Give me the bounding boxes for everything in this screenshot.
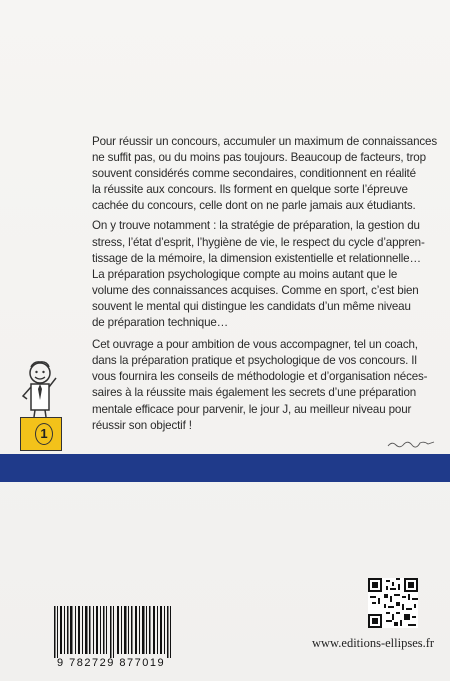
text-line: dans la préparation pratique et psychologique de vos concours. Il xyxy=(92,354,417,368)
text-line: de préparation technique… xyxy=(92,316,229,330)
text-line: ne suffit pas, ou du moins pas toujours. Beaucoup de facteurs, trop xyxy=(92,151,426,165)
text-line: La préparation psychologique compte au moins autant que le xyxy=(92,267,398,281)
first-place-podium xyxy=(20,417,62,451)
text-line: tissage de la mémoire, la dimension existentielle et relationnelle… xyxy=(92,251,421,265)
text-line: stress, l’état d’esprit, l’hygiène de vie, le respect du cycle d’appren- xyxy=(92,235,425,249)
text-line: mentale efficace pour parvenir, le jour J, au meilleur niveau pour xyxy=(92,402,412,416)
text-line: cachée du concours, celle dont on ne parle jamais aux étudiants. xyxy=(92,199,416,213)
paragraph-3 xyxy=(92,337,428,434)
text-line: réussir son objectif ! xyxy=(92,418,192,432)
blue-band xyxy=(0,454,450,482)
paragraph-2 xyxy=(92,218,428,331)
text-line: volume des connaissances acquises. Comme en sport, c’est bien xyxy=(92,283,419,297)
isbn-number: 9 782729 877019 xyxy=(57,657,166,669)
paragraph-1 xyxy=(92,134,437,214)
podium-number: 1 xyxy=(35,423,53,445)
publisher-website: www.editions-ellipses.fr xyxy=(312,636,435,650)
cover-blurb xyxy=(92,134,437,438)
text-line: Cet ouvrage a pour ambition de vous accompagner, tel un coach, xyxy=(92,338,418,352)
signature-scribble xyxy=(386,437,436,449)
text-line: On y trouve notamment : la stratégie de préparation, la gestion du xyxy=(92,219,420,233)
qr-code xyxy=(368,578,418,628)
text-line: Pour réussir un concours, accumuler un maximum de connaissances xyxy=(92,135,437,148)
text-line: la réussite aux concours. Ils forment en quelque sorte l’épreuve xyxy=(92,183,408,197)
text-line: saires à la réussite mais également les secrets d’une préparation xyxy=(92,386,417,400)
text-line: vous fournira les conseils de méthodologie et d’organisation néces- xyxy=(92,370,428,384)
text-line: souvent le mental qui distingue les candidats d’un même niveau xyxy=(92,299,411,313)
text-line: souvent considérés comme secondaires, conditionnent en réalité xyxy=(92,167,416,181)
